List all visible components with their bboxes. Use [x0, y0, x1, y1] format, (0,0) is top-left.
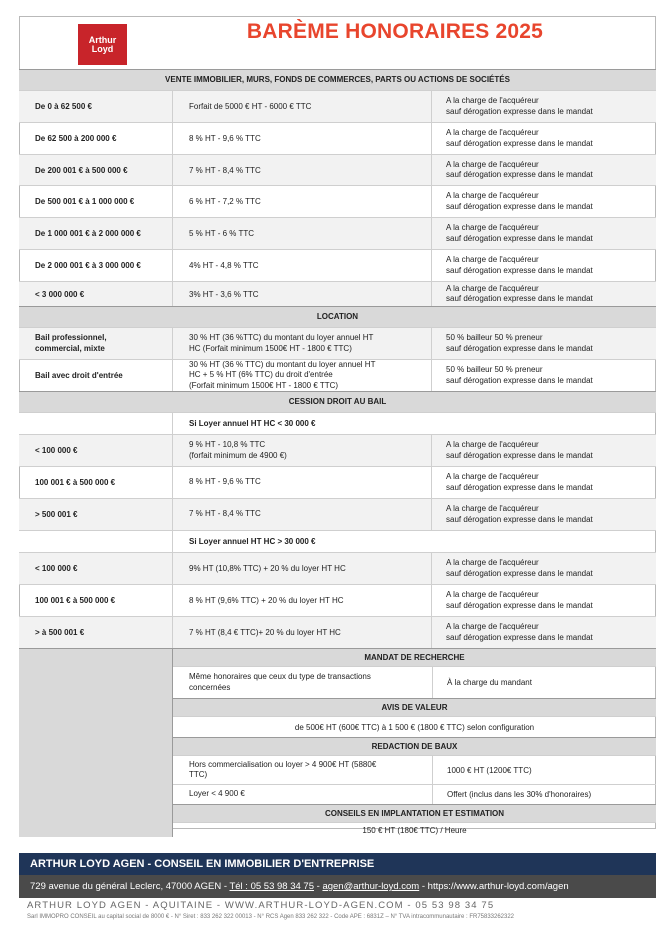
baux-header: REDACTION DE BAUX — [173, 737, 656, 755]
footer-website-link[interactable]: https://www.arthur-loyd.com/agen — [427, 881, 569, 892]
avis-header: AVIS DE VALEUR — [173, 698, 656, 716]
footer-contact: 729 avenue du général Leclerc, 47000 AGEN - Tél : 05 53 98 34 75 - agen@arthur-loyd.com - https://www.arthur-loyd.com/agen — [19, 875, 656, 898]
table-row: De 0 à 62 500 € Forfait de 5000 € HT - 6000 € TTC A la charge de l'acquéreur sauf dérogation expresse dans le mandat — [19, 90, 656, 122]
footer-phone[interactable]: Tél : 05 53 98 34 75 — [229, 881, 314, 892]
table-row: De 500 001 € à 1 000 000 € 6 % HT - 7,2 % TTC A la charge de l'acquéreur sauf dérogation expresse dans le mandat — [19, 185, 656, 217]
table-row: De 1 000 001 € à 2 000 000 € 5 % HT - 6 % TTC A la charge de l'acquéreur sauf dérogation expresse dans le mandat — [19, 217, 656, 249]
footer-legal: Sarl IMMOPRO CONSEIL au capital social de 8000 € - N° Siret : 833 262 322 00013 - N° RCS Agen 833 262 322 - Code APE : 6831Z – N° TVA intracommunautaire : FR75833262322 — [27, 914, 515, 920]
services-block — [19, 648, 656, 837]
avis-text: de 500€ HT (600€ TTC) à 1 500 € (1800 € TTC) selon configuration — [173, 716, 656, 737]
cession-sub-header-1: Si Loyer annuel HT HC < 30 000 € — [19, 412, 656, 434]
table-row: De 62 500 à 200 000 € 8 % HT - 9,6 % TTC A la charge de l'acquéreur sauf dérogation expresse dans le mandat — [19, 122, 656, 154]
conseils-text: 150 € HT (180€ TTC) / Heure — [173, 822, 656, 837]
cession-sub-header-2: Si Loyer annuel HT HC > 30 000 € — [19, 530, 656, 552]
table-row: De 2 000 001 € à 3 000 000 € 4% HT - 4,8 % TTC A la charge de l'acquéreur sauf dérogation expresse dans le mandat — [19, 249, 656, 281]
logo-text-1: Arthur — [88, 35, 117, 45]
table-row: Hors commercialisation ou loyer > 4 900€ HT (5880€ TTC) 1000 € HT (1200€ TTC) — [173, 755, 656, 784]
footer-company: ARTHUR LOYD AGEN - CONSEIL EN IMMOBILIER D'ENTREPRISE — [30, 858, 375, 870]
table-row: > à 500 001 € 7 % HT (8,4 € TTC)+ 20 % du loyer HT HC A la charge de l'acquéreur sauf dérogation expresse dans le mandat — [19, 616, 656, 648]
page-title: BARÈME HONORAIRES 2025 — [246, 20, 544, 43]
table-row: 100 001 € à 500 000 € 8 % HT - 9,6 % TTC A la charge de l'acquéreur sauf dérogation expresse dans le mandat — [19, 466, 656, 498]
table-row: De 200 001 € à 500 000 € 7 % HT - 8,4 % TTC A la charge de l'acquéreur sauf dérogation expresse dans le mandat — [19, 154, 656, 185]
conseils-header: CONSEILS EN IMPLANTATION ET ESTIMATION — [173, 804, 656, 822]
mandat-header: MANDAT DE RECHERCHE — [173, 649, 656, 666]
fee-table — [19, 69, 656, 837]
footer-email-link[interactable]: agen@arthur-loyd.com — [322, 881, 420, 892]
footer-band — [19, 853, 656, 898]
table-row: < 3 000 000 € 3% HT - 3,6 % TTC A la charge de l'acquéreur sauf dérogation expresse dans le mandat — [19, 281, 656, 306]
footer-tagline: ARTHUR LOYD AGEN - AQUITAINE - WWW.ARTHUR-LOYD-AGEN.COM - 05 53 98 34 75 — [27, 900, 495, 911]
location-header: LOCATION — [19, 306, 656, 327]
table-row: > 500 001 € 7 % HT - 8,4 % TTC A la charge de l'acquéreur sauf dérogation expresse dans le mandat — [19, 498, 656, 530]
arthur-loyd-logo — [78, 24, 127, 65]
vente-header: VENTE IMMOBILIER, MURS, FONDS DE COMMERCES, PARTS OU ACTIONS DE SOCIÉTÉS — [19, 69, 656, 90]
table-row: Bail professionnel, commercial, mixte 30 % HT (36 %TTC) du montant du loyer annuel HT HC (Forfait minimum 1500€ HT - 1800 € TTC) 50 % bailleur 50 % preneur sauf dérogation expresse dans le mandat — [19, 327, 656, 359]
logo-text-2: Loyd — [91, 44, 114, 54]
table-row: < 100 000 € 9% HT (10,8% TTC) + 20 % du loyer HT HC A la charge de l'acquéreur sauf dérogation expresse dans le mandat — [19, 552, 656, 584]
table-row: 100 001 € à 500 000 € 8 % HT (9,6% TTC) + 20 % du loyer HT HC A la charge de l'acquéreur sauf dérogation expresse dans le mandat — [19, 584, 656, 616]
table-row: Loyer < 4 900 € Offert (inclus dans les 30% d'honoraires) — [173, 784, 656, 804]
table-row: Même honoraires que ceux du type de transactions concernées À la charge du mandant — [173, 666, 656, 698]
table-row: < 100 000 € 9 % HT - 10,8 % TTC (forfait minimum de 4900 €) A la charge de l'acquéreur sauf dérogation expresse dans le mandat — [19, 434, 656, 466]
table-row: Bail avec droit d'entrée 30 % HT (36 % TTC) du montant du loyer annuel HT HC + 5 % HT (6% TTC) du droit d'entrée (Forfait minimum 1500€ HT - 1800 € TTC) 50 % bailleur 50 % preneur sauf dérogation expresse dans le mandat — [19, 359, 656, 391]
cession-header: CESSION DROIT AU BAIL — [19, 391, 656, 412]
